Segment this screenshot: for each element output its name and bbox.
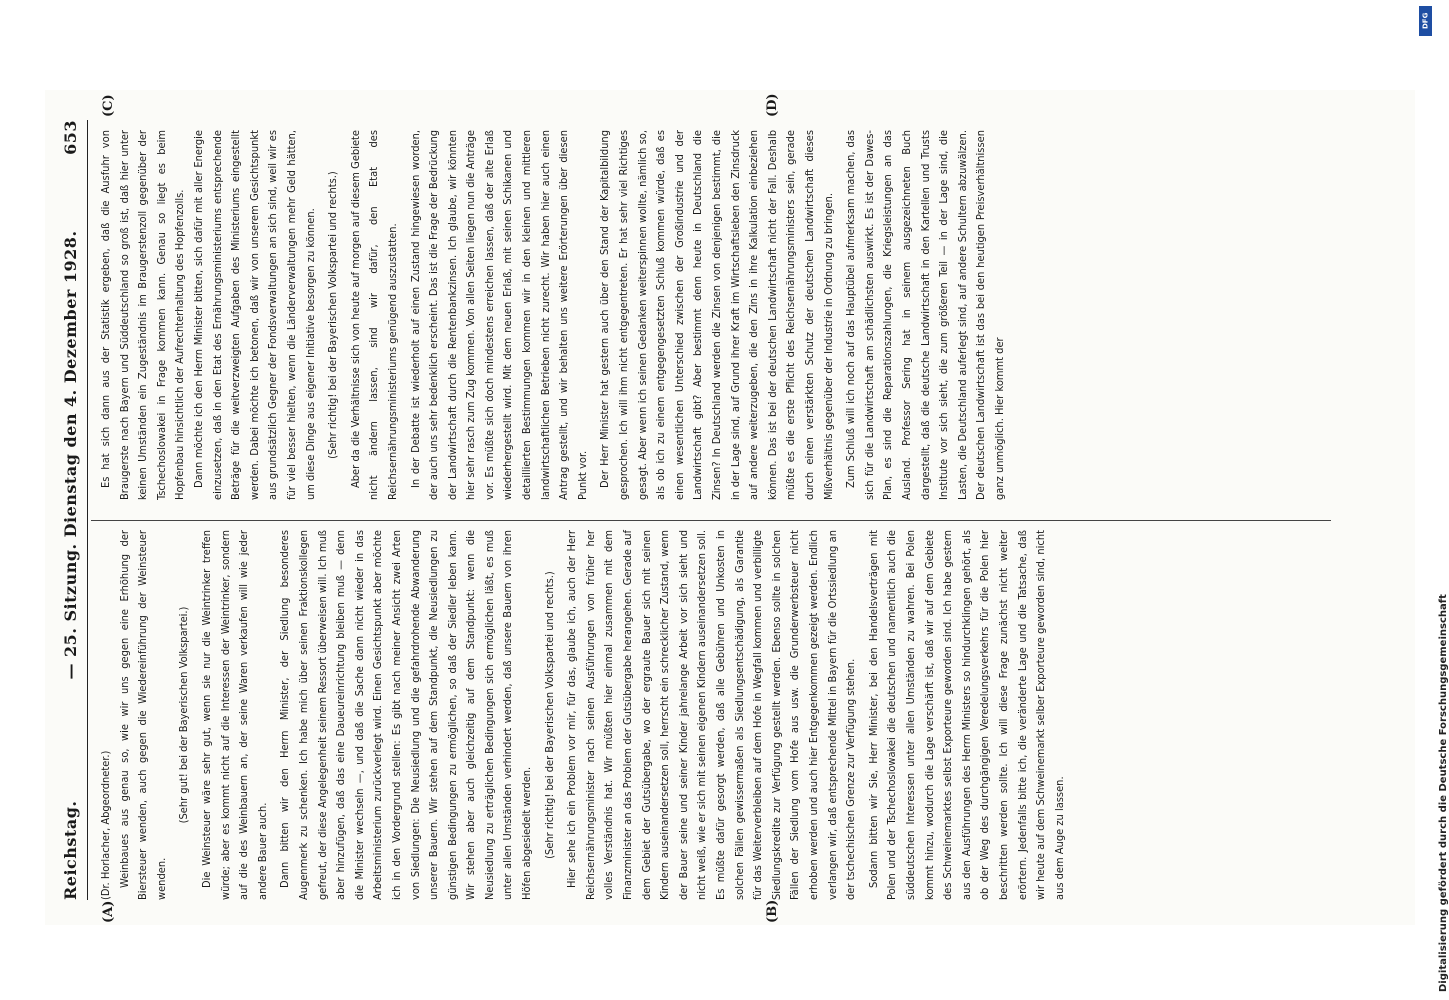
document-page xyxy=(45,90,1415,925)
paragraph: Hier sehe ich ein Problem vor mir, für das, glaube ich, auch der Herr Reichsernährungsminister nach seinen Ausführungen von früher her volles Verständnis hat. Wir müßten hier einmal zusammen mit dem Finanzminister an das Problem der Gutsübergabe herangehen. Gerade auf dem Gebiet der Gutsübergabe, wo der ergraute Bauer sich mit seinen Kindern auseinandersetzen soll, herrscht ein schrecklicher Zustand, wenn der Bauer seine und seiner Kinder jahrelange Arbeit vor sich sieht und nicht weiß, wie er sich mit seinen eigenen Kindern auseinandersetzen soll. Es müßte dafür gesorgt werden, daß alle Gebühren und Unkosten in solchen Fällen gewissermaßen als Siedlungsentschädigung, als Garantie für das Weiterverbleiben auf dem Hofe in Wegfall kommen und verbilligte Siedlungskredite zur Verfügung gestellt werden. Ebenso sollte in solchen Fällen der Siedlung vom Hofe aus usw. die Grunderwerbsteuer nicht erhoben werden und auch hier Entgegenkommen gezeigt werden. Endlich verlangen wir, daß entsprechende Mittel in Bayern für die Ortssiedlung an der tschechischen Grenze zur Verfügung stehen. xyxy=(565,530,858,900)
paragraph: Dann möchte ich den Herrn Minister bitten, sich dafür mit aller Energie einzusetzen, daß in den Etat des Ernährungsministeriums entsprechende Beträge für die weitverzweigten Aufgaben des Ministeriums eingestellt werden. Dabei möchte ich betonen, daß wir von unserem Gesichtspunkt aus grundsätzlich Gegner der Fondsverwaltungen an sich sind, weil wir es für viel besser hielten, wenn die Länderverwaltungen mehr Geld hätten, um diese Dinge aus eigener Initiative besorgen zu können. xyxy=(191,130,317,500)
paragraph: Aber da die Verhältnisse sich von heute auf morgen auf diesem Gebiete nicht ändern lassen, sind wir dafür, den Etat des Reichsernährungsministeriums genügend auszustatten. xyxy=(348,130,399,500)
digitization-credit: Digitalisierung gefördert durch die Deutsche Forschungsgemeinschaft xyxy=(1438,594,1449,992)
page-number: 653 xyxy=(61,120,80,155)
page-header xyxy=(61,120,88,900)
paragraph: Zum Schluß will ich noch auf das Hauptübel aufmerksam machen, das sich für die Landwirtschaft am schädlichsten auswirkt. Es ist der Dawes-Plan, es sind die Reparationszahlungen, die Kriegsleistungen an das Ausland. Professor Sering hat in seinem ausgezeichneten Buch dargestellt, daß die deutsche Landwirtschaft in den Kartellen und Trusts Institute vor sich sieht, die zum größeren Teil — in der Lage sind, die Lasten, die Deutschland auferlegt sind, auf andere Schultern abzuwälzen. Der deutschen Landwirtschaft ist das bei den heutigen Preisverhältnissen ganz unmöglich. Hier kommt der xyxy=(844,130,1006,500)
header-left: Reichstag. xyxy=(61,800,80,900)
margin-marker-b: (B) xyxy=(765,899,780,923)
margin-marker-a: (A) xyxy=(101,900,116,923)
margin-marker-c: (C) xyxy=(101,94,116,117)
header-center: — 25. Sitzung. Dienstag den 4. Dezember 1928. xyxy=(61,230,80,680)
paragraph: Sodann bitten wir Sie, Herr Minister, bei den Handelsverträgen mit Polen und der Tschechoslowakei die deutschen und namentlich auch die süddeutschen Interessen unter allen Umständen zu wahren. Bei Polen kommt hinzu, wodurch die Lage verschärft ist, daß wir auf dem Gebiete des Schweinemarktes selbst Exporteure geworden sind. Ich habe gestern aus den Ausführungen des Herrn Ministers so hindurchklingen gehört, als ob der Weg des durchgängigen Veredelungsverkehrs für die Polen hier beschritten werden sollte. Ich will diese Frage zunächst nicht weiter erörtern. Jedenfalls bitte ich, die veränderte Lage und die Tatsache, daß wir heute auf dem Schweinemarkt selber Exporteure geworden sind, nicht aus dem Auge zu lassen. xyxy=(866,530,1066,900)
dfg-logo: DFG xyxy=(1419,6,1432,36)
speaker-line: (Dr. Horlacher, Abgeordneter.) xyxy=(99,750,112,900)
left-column xyxy=(97,530,1069,900)
column-divider xyxy=(91,520,1331,521)
paragraph: Dann bitten wir den Herrn Minister, der Siedlung besonderes Augenmerk zu schenken. Ich habe mich über seinen Fraktionskollegen gefreut, der diese Angelegenheit seinem Ressort überweisen will. Ich muß aber hinzufügen, daß das eine Daueureinrichtung bleiben muß — denn die Minister wechseln —, und daß die Sache dann nicht wieder in das Arbeitsministerium zurückverlegt wird. Einen Gesichtspunkt aber möchte ich in den Vordergrund stellen: Es gibt nach meiner Ansicht zwei Arten von Siedlungen: Die Neusiedlung und die gefahrdrohende Abwanderung unserer Bauern. Wir stehen auf dem Standpunkt, die Neusiedlungen zu günstigen Bedingungen zu ermöglichen, so daß der Siedler leben kann. Wir stehen aber auch gleichzeitig auf dem Standpunkt: wenn die Neusiedlung zu erträglichen Bedingungen sich ermöglichen läßt, es muß unter allen Umständen verhindert werden, daß unsere Bauern von ihren Höfen abgesiedelt werden. xyxy=(278,530,534,900)
interjection: (Sehr gut! bei der Bayerischen Volkspartei.) xyxy=(177,606,191,824)
interjection: (Sehr richtig! bei der Bayerischen Volkspartei und rechts.) xyxy=(326,171,340,459)
interjection: (Sehr richtig! bei der Bayerischen Volkspartei und rechts.) xyxy=(542,571,556,859)
paragraph: In der Debatte ist wiederholt auf einen Zustand hingewiesen worden, der auch uns sehr bedenklich erscheint. Das ist die Frage der Bedrückung der Landwirtschaft durch die Rentenbankzinsen. Ich glaube, wir könnten hier sehr rasch zum Zug kommen. Von allen Seiten liegen nun die Anträge vor. Es müßte sich doch mindestens erreichen lassen, daß der alte Erlaß wiederhergestellt wird. Mit dem neuen Erlaß, mit seinen Schikanen und detaillierten Bestimmungen kommen wir in den kleinen und mittleren landwirtschaftlichen Betrieben nicht zurecht. Wir haben hier auch einen Antrag gestellt, und wir behalten uns weitere Erörterungen über diesen Punkt vor. xyxy=(408,130,589,500)
paragraph: Weinbaues aus genau so, wie wir uns gegen eine Erhöhung der Biersteuer wenden, auch gegen die Wiedereinführung der Weinsteuer wenden. xyxy=(117,530,168,900)
paragraph: Der Herr Minister hat gestern auch über den Stand der Kapitalbildung gesprochen. Ich will ihm nicht entgegentreten. Er hat sehr viel Richtiges gesagt. Aber wenn ich seinen Gedanken weiterspinnen wollte, nämlich so, als ob ich zu einem entgegengesetzten Schluß kommen würde, daß es einen wesentlichen Unterschied zwischen der Großindustrie und der Landwirtschaft gibt? Aber bestimmt denn heute in Deutschland die Zinsen? In Deutschland werden die Zinsen von denjenigen bestimmt, die in der Lage sind, auf Grund ihrer Kraft im Wirtschaftsleben den Zinsdruck auf andere weiterzugeben, die den Zins in ihre Kalkulation einbeziehen können. Das ist bei der deutschen Landwirtschaft nicht der Fall. Deshalb müßte es die erste Pflicht des Reichsernährungsministers sein, gerade durch einen verstärkten Schutz der deutschen Landwirtschaft dieses Mißverhältnis gegenüber der Industrie in Ordnung zu bringen. xyxy=(598,130,835,500)
right-column xyxy=(97,130,1010,500)
margin-marker-d: (D) xyxy=(765,93,780,117)
paragraph: Die Weinsteuer wäre sehr gut, wenn sie nur die Weintrinker treffen würde; aber es kommt nicht auf die Interessen der Weintrinker, sondern auf die des Weinbauern an, der seine Waren verkaufen will wie jeder andere Bauer auch. xyxy=(199,530,269,900)
paragraph: Es hat sich dann aus der Statistik ergeben, daß die Ausfuhr von Braugerste nach Bayern und Süddeutschland so groß ist, daß hier unter keinen Umständen ein Zugeständnis im Braugerstenzoll gegenüber der Tschechoslowakei in Frage kommen kann. Genau so liegt es beim Hopfenbau hinsichtlich der Aufrechterhaltung des Hopfenzolls. xyxy=(99,130,187,500)
